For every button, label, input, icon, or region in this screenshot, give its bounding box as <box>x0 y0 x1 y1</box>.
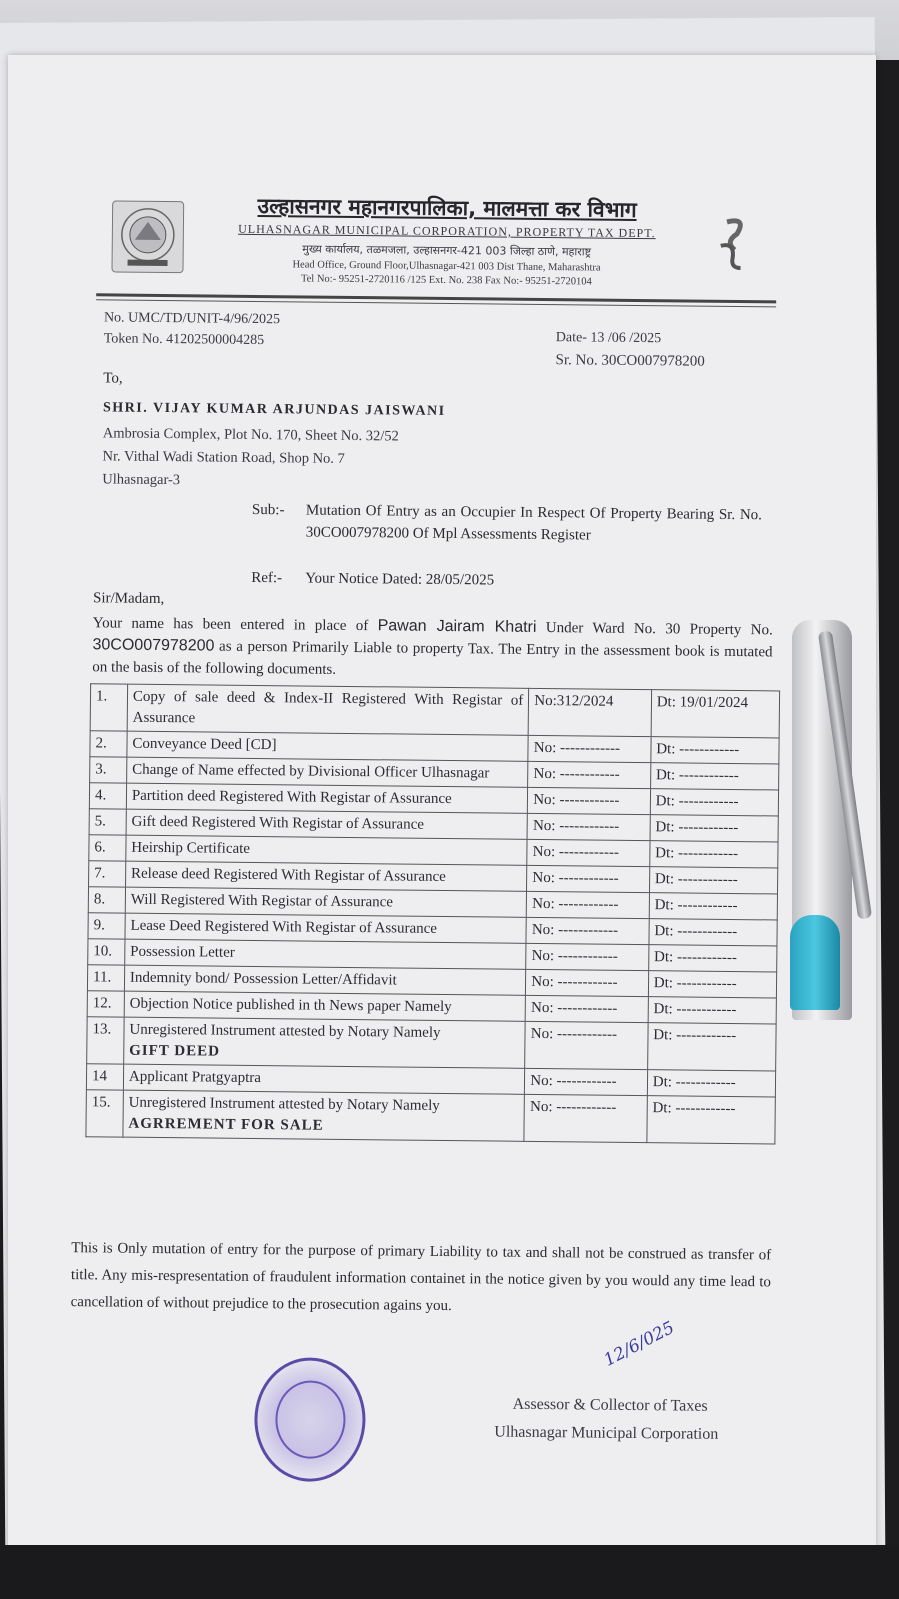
document-number: No: ------------ <box>528 787 651 814</box>
official-seal-icon <box>254 1357 366 1482</box>
row-number: 14 <box>86 1064 123 1090</box>
table-row <box>86 1090 775 1144</box>
document-date: Dt: ------------ <box>650 841 778 868</box>
document-number: No: ------------ <box>525 1068 648 1095</box>
row-number: 8. <box>88 887 125 913</box>
serial-number: Sr. No. 30CO007978200 <box>555 352 705 370</box>
document-date: Dt: ------------ <box>649 867 777 894</box>
recipient-address-line: Nr. Vithal Wadi Station Road, Shop No. 7 <box>102 448 345 467</box>
row-number: 2. <box>90 731 127 757</box>
document-number: No: ------------ <box>528 735 651 762</box>
document-number: No: ------------ <box>528 761 651 788</box>
row-number: 6. <box>89 835 126 861</box>
document-date: Dt: 19/01/2024 <box>651 690 780 738</box>
salutation: Sir/Madam, <box>92 590 165 608</box>
document-type: GIFT DEED <box>129 1042 221 1060</box>
document-name: Unregistered Instrument attested by Notary Namely <box>129 1021 441 1041</box>
document-name: Partition deed Registered With Registar of Assurance <box>131 787 452 808</box>
intro-text: Under Ward No. 30 Property No. <box>536 619 773 639</box>
handwritten-signature: 12/6/025 <box>600 1317 678 1371</box>
document-date: Dt: ------------ <box>647 1070 775 1097</box>
document-date: Dt: ------------ <box>649 919 777 946</box>
contact-line: Tel No:- 95251-2720116 /125 Ext. No. 238 Fax No:- 95251-2720104 <box>300 273 592 288</box>
signatory-title: Assessor & Collector of Taxes <box>512 1395 708 1415</box>
document-date: Dt: ------------ <box>650 763 778 790</box>
document-number: No: ------------ <box>525 1021 648 1069</box>
reference-label: Ref:- <box>251 569 283 587</box>
document-number: No: ------------ <box>526 943 649 970</box>
document-name: Change of Name effected by Divisional Officer Ulhasnagar <box>132 761 490 782</box>
token-number: Token No. 41202500004285 <box>103 331 265 349</box>
document-number: No: ------------ <box>527 891 650 918</box>
document-date: Dt: ------------ <box>647 1023 776 1071</box>
document-date: Dt: ------------ <box>649 893 777 920</box>
address-hindi: मुख्य कार्यालय, तळमजला, उल्हासनगर-421 003 जिल्हा ठाणे, महाराष्ट्र <box>302 242 592 259</box>
disclaimer-paragraph: This is Only mutation of entry for the purpose of primary Liability to tax and shall not be construed as transfer of title. Any mis-respresentation of fraudulent information containet in the notice given by you would any time lead to cancellation of without prejudice to the prosecution agains you. <box>70 1240 772 1315</box>
reference-number: No. UMC/TD/UNIT-4/96/2025 <box>103 310 281 328</box>
document-number: No: ------------ <box>527 813 650 840</box>
pen-cap <box>790 915 840 1010</box>
intro-paragraph <box>92 612 773 685</box>
document-name: Lease Deed Registered With Registar of Assurance <box>130 917 438 937</box>
document-description <box>123 1090 525 1141</box>
subject-text: Mutation Of Entry as an Occupier In Respect Of Property Bearing Sr. No. 30CO007978200 Of Mpl Assessments Register <box>305 502 763 544</box>
document-name: Copy of sale deed & Index-II Registered With Registar of Assurance <box>132 688 524 727</box>
to-label: To, <box>103 370 123 387</box>
document-date: Dt: ------------ <box>650 789 778 816</box>
title-hindi: उल्हासनगर महानगरपालिका, मालमत्ता कर विभाग <box>257 193 637 222</box>
document-number: No: ------------ <box>527 865 650 892</box>
reference-block <box>251 567 761 594</box>
row-number: 5. <box>89 809 126 835</box>
document-name: Objection Notice published in th News paper Namely <box>129 995 452 1016</box>
row-number: 10. <box>88 939 125 965</box>
document-name: Unregistered Instrument attested by Notary Namely <box>128 1094 440 1114</box>
previous-owner-name: Pawan Jairam Khatri <box>377 617 537 636</box>
documents-table <box>85 683 780 1144</box>
document-content <box>53 125 788 1532</box>
document-number: No:312/2024 <box>528 688 651 736</box>
row-number: 12. <box>87 991 124 1017</box>
property-number: 30CO007978200 <box>92 636 215 655</box>
document-name: Gift deed Registered With Registar of Assurance <box>131 813 425 833</box>
recipient-address-line: Ulhasnagar-3 <box>102 471 181 489</box>
document-date: Dt: ------------ <box>650 815 778 842</box>
document-number: No: ------------ <box>525 995 648 1022</box>
document-name: Heirship Certificate <box>131 839 251 857</box>
document-number: No: ------------ <box>524 1094 647 1142</box>
document-page <box>8 55 876 1555</box>
document-number: No: ------------ <box>527 839 650 866</box>
subject-block <box>251 499 762 570</box>
row-number: 1. <box>90 684 127 731</box>
letter-date: Date- 13 /06 /2025 <box>555 330 662 347</box>
document-name: Will Registered With Registar of Assurance <box>130 891 394 911</box>
row-number: 11. <box>87 965 124 991</box>
letterhead <box>186 191 707 288</box>
document-description <box>124 1017 526 1068</box>
document-date: Dt: ------------ <box>648 945 776 972</box>
document-description <box>127 684 529 735</box>
document-name: Possession Letter <box>130 943 235 961</box>
recipient-address-line: Ambrosia Complex, Plot No. 170, Sheet No. 32/52 <box>102 425 399 445</box>
recipient-name: SHRI. VIJAY KUMAR ARJUNDAS JAISWANI <box>102 400 446 419</box>
row-number: 3. <box>90 757 127 783</box>
document-name: Indemnity bond/ Possession Letter/Affidavit <box>129 969 397 989</box>
subject-label: Sub:- <box>251 501 285 519</box>
table-row <box>87 1017 776 1071</box>
row-number: 9. <box>88 913 125 939</box>
reference-text: Your Notice Dated: 28/05/2025 <box>305 570 495 589</box>
document-number: No: ------------ <box>526 917 649 944</box>
document-date: Dt: ------------ <box>648 971 776 998</box>
intro-text: as a person Primarily Liable to property Tax. The Entry in the assessment book is mutated on the basis of the following documents. <box>92 638 773 678</box>
corporation-emblem-icon <box>111 200 184 273</box>
document-date: Dt: ------------ <box>651 737 779 764</box>
row-number: 7. <box>89 861 126 887</box>
document-type: AGRREMENT FOR SALE <box>128 1115 324 1134</box>
document-date: Dt: ------------ <box>648 997 776 1024</box>
document-name: Release deed Registered With Registar of Assurance <box>130 865 446 885</box>
document-name: Applicant Pratgyaptra <box>128 1068 262 1087</box>
intro-text: Your name has been entered in place of <box>92 615 378 635</box>
row-number: 4. <box>89 783 126 809</box>
document-date: Dt: ------------ <box>647 1096 776 1144</box>
document-number: No: ------------ <box>526 969 649 996</box>
signatory-organization: Ulhasnagar Municipal Corporation <box>494 1423 719 1443</box>
address-english: Head Office, Ground Floor,Ulhasnagar-421 003 Dist Thane, Maharashtra <box>292 259 601 274</box>
row-number: 15. <box>86 1090 123 1137</box>
department-logo-icon <box>706 212 757 283</box>
document-name: Conveyance Deed [CD] <box>132 735 277 754</box>
table-row <box>90 684 779 738</box>
title-english: ULHASNAGAR MUNICIPAL CORPORATION, PROPERTY TAX DEPT. <box>238 221 656 241</box>
background-bottom <box>0 1545 899 1599</box>
row-number: 13. <box>87 1017 124 1064</box>
seal-inner-ring <box>275 1380 346 1459</box>
